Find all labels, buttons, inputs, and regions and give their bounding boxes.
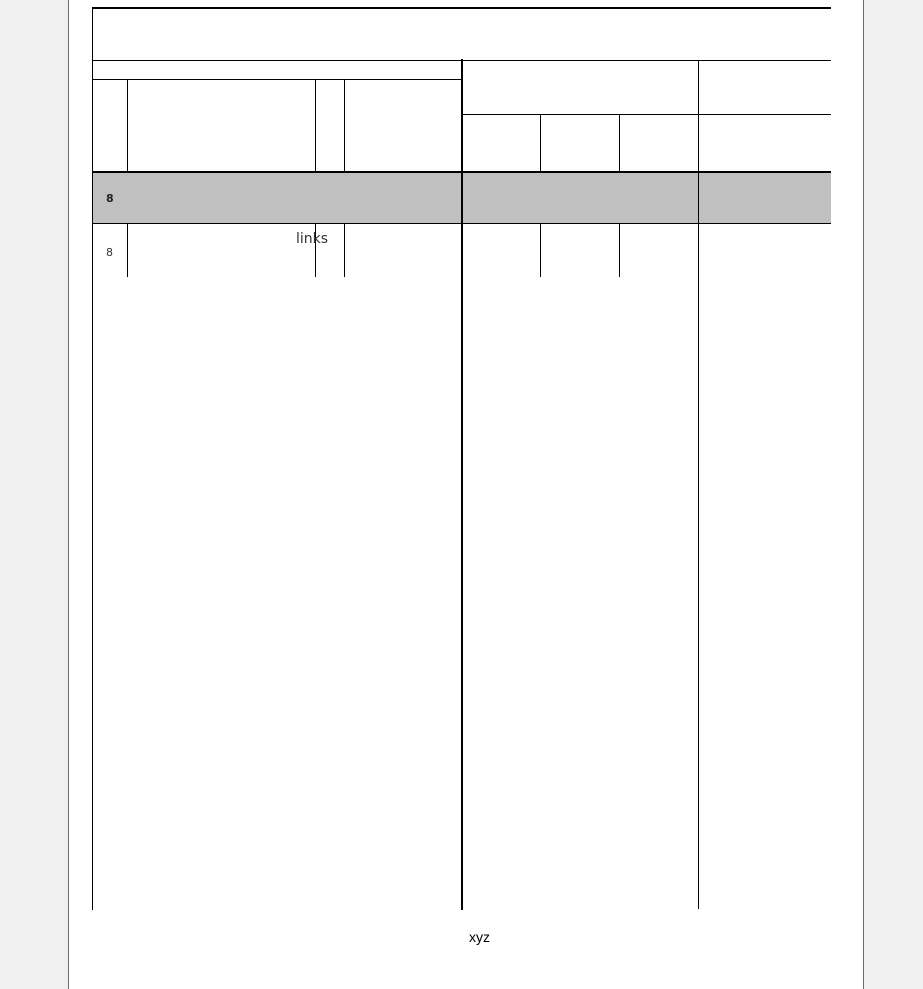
- table-rule: [540, 224, 541, 277]
- document-page: [68, 0, 864, 989]
- table-left-border: [92, 7, 93, 910]
- table-rule: [92, 79, 462, 80]
- table-rule: [540, 114, 541, 172]
- table-top-border: [92, 7, 831, 9]
- table-rule: [127, 224, 128, 277]
- page-footer: xyz: [469, 929, 490, 945]
- row-section-number: 8: [106, 246, 113, 259]
- table-rule: [619, 224, 620, 277]
- table-divider: [461, 59, 463, 910]
- table-rule: [127, 79, 128, 172]
- table-rule: [619, 114, 620, 172]
- table-rule: [344, 224, 345, 277]
- table-rule: [315, 79, 316, 172]
- table-rule: [462, 114, 831, 115]
- table-rule: [698, 60, 699, 909]
- section-number: 8: [106, 192, 114, 205]
- row-side-label: links: [296, 231, 329, 247]
- table-rule: [344, 79, 345, 172]
